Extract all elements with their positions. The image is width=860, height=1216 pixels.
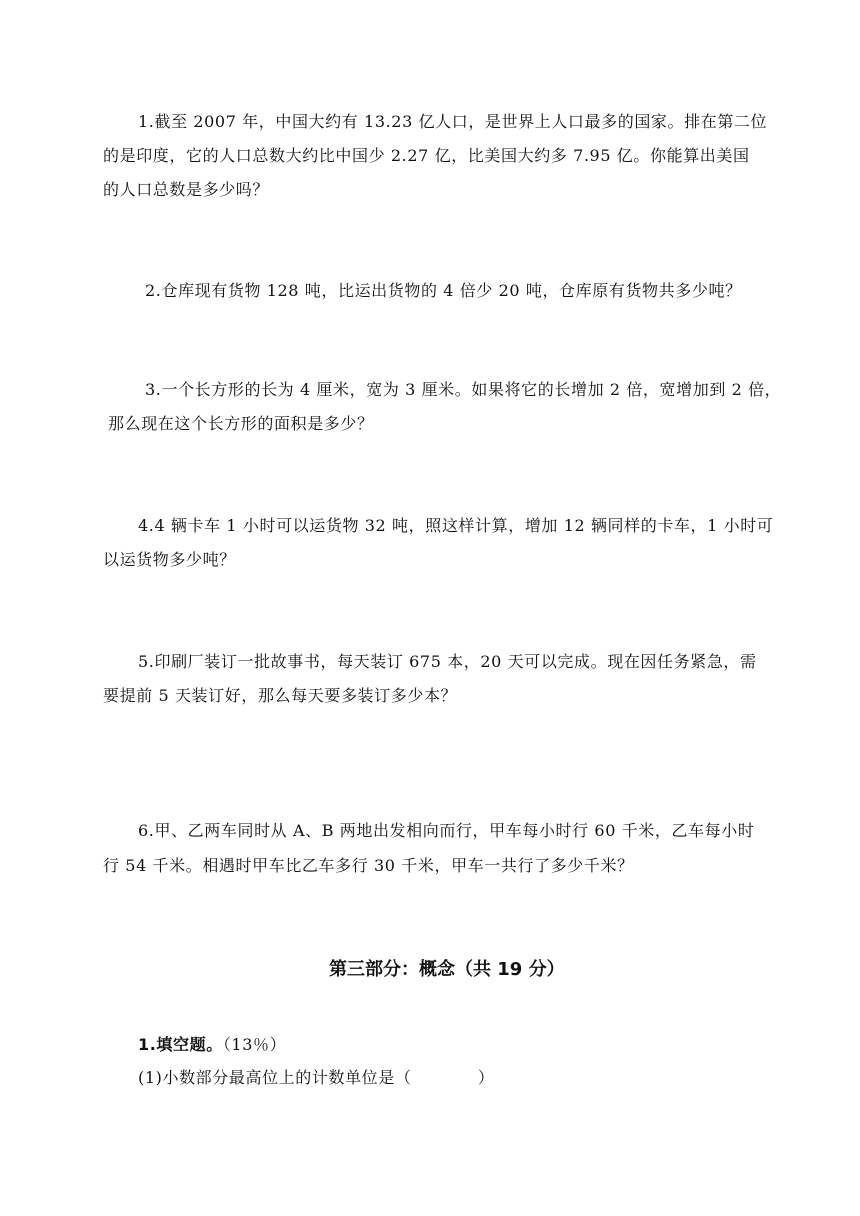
question-1-line-2: 的是印度，它的人口总数大约比中国少 2.27 亿，比美国大约多 7.95 亿。你能算出美国 bbox=[103, 146, 750, 165]
question-4-line-1: 4.4 辆卡车 1 小时可以运货物 32 吨，照这样计算，增加 12 辆同样的卡车，1 小时可 bbox=[138, 516, 774, 535]
question-1-line-1: 1.截至 2007 年，中国大约有 13.23 亿人口，是世界上人口最多的国家。排在第二位 bbox=[138, 112, 768, 131]
question-2-line-1: 2.仓库现有货物 128 吨，比运出货物的 4 倍少 20 吨，仓库原有货物共多少吨？ bbox=[145, 281, 742, 300]
fill-blank-label: 1.填空题。 bbox=[138, 1035, 223, 1054]
question-6-line-1: 6.甲、乙两车同时从 A、B 两地出发相向而行，甲车每小时行 60 千米，乙车每小时 bbox=[138, 821, 755, 840]
question-5-line-1: 5.印刷厂装订一批故事书，每天装订 675 本，20 天可以完成。现在因任务紧急，需 bbox=[138, 652, 757, 671]
question-6-line-2: 行 54 千米。相遇时甲车比乙车多行 30 千米，甲车一共行了多少千米？ bbox=[103, 856, 634, 875]
question-1-line-3: 的人口总数是多少吗？ bbox=[103, 180, 270, 199]
question-3-line-1: 3.一个长方形的长为 4 厘米，宽为 3 厘米。如果将它的长增加 2 倍，宽增加到 2 倍， bbox=[145, 380, 782, 399]
fill-blank-score: （13％） bbox=[222, 1035, 287, 1054]
question-5-line-2: 要提前 5 天装订好，那么每天要多装订多少本？ bbox=[103, 686, 458, 705]
fill-blank-title bbox=[138, 1035, 286, 1055]
question-3-line-2: 那么现在这个长方形的面积是多少？ bbox=[108, 414, 374, 433]
question-4-line-2: 以运货物多少吨？ bbox=[103, 550, 236, 569]
fill-blank-item-1: (1)小数部分最高位上的计数单位是（ ） bbox=[138, 1068, 495, 1087]
section-heading: 第三部分：概念（共 19 分） bbox=[329, 959, 565, 980]
